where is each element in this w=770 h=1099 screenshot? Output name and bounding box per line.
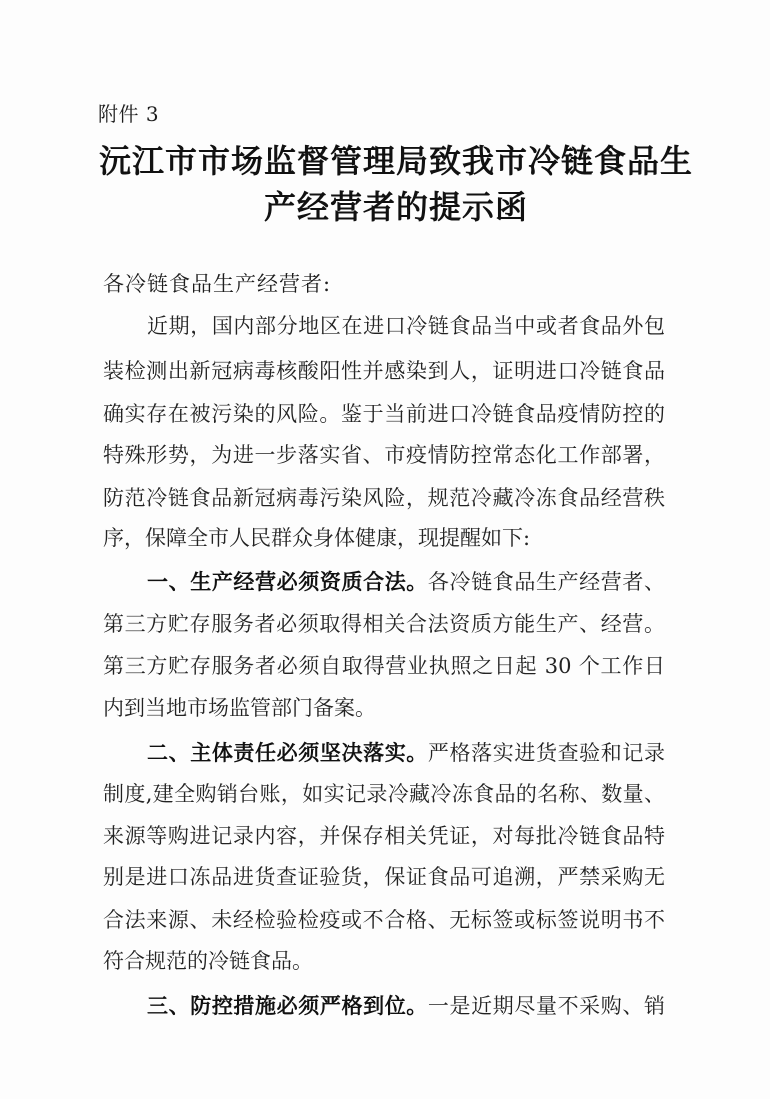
section-heading: 二、主体责任必须坚决落实。 [147, 741, 428, 765]
section-heading: 三、防控措施必须严格到位。 [147, 994, 428, 1018]
body-text-line [147, 310, 665, 340]
line-text: 符合规范的冷链食品。 [103, 949, 313, 973]
body-text-line [103, 355, 665, 385]
body-text-line [103, 482, 665, 512]
line-text: 合法来源、未经检验检疫或不合格、无标签或标签说明书不 [103, 908, 665, 932]
line-text: 一是近期尽量不采购、销 [427, 994, 666, 1018]
line-text: 来源等购进记录内容，并保存相关凭证，对每批冷链食品特 [103, 824, 665, 848]
body-text-line [103, 778, 665, 808]
line-text: 防范冷链食品新冠病毒污染风险，规范冷藏冷冻食品经营秩 [103, 486, 665, 510]
line-text: 确实存在被污染的风险。鉴于当前进口冷链食品疫情防控的 [103, 402, 665, 426]
document-title-line-1: 沅江市市场监督管理局致我市冷链食品生 [98, 142, 693, 180]
section-heading-line [147, 737, 665, 767]
body-text-line [103, 945, 665, 975]
body-text-line [103, 820, 665, 850]
body-text-line [103, 439, 665, 469]
line-text: 严格落实进货查验和记录 [427, 741, 666, 765]
document-title-line-2: 产经营者的提示函 [263, 188, 528, 226]
body-text-line [103, 608, 665, 638]
line-text: 第三方贮存服务者必须自取得营业执照之日起 30 个工作日 [103, 654, 665, 678]
salutation: 各冷链食品生产经营者: [103, 272, 332, 296]
line-text: 近期，国内部分地区在进口冷链食品当中或者食品外包 [147, 314, 665, 338]
section-heading-line [147, 990, 665, 1020]
section-heading: 一、生产经营必须资质合法。 [147, 570, 428, 594]
line-text: 各冷链食品生产经营者、 [427, 570, 666, 594]
line-text: 装检测出新冠病毒核酸阳性并感染到人，证明进口冷链食品 [103, 359, 665, 383]
line-text: 序，保障全市人民群众身体健康，现提醒如下: [103, 526, 531, 550]
line-text: 第三方贮存服务者必须取得相关合法资质方能生产、经营。 [103, 612, 665, 636]
body-text-line [103, 522, 665, 552]
line-text: 制度,建全购销台账，如实记录冷藏冷冻食品的名称、数量、 [103, 782, 665, 806]
body-text-line [103, 692, 665, 722]
body-text-line [103, 904, 665, 934]
body-text-line [103, 861, 665, 891]
line-text: 特殊形势，为进一步落实省、市疫情防控常态化工作部署， [103, 443, 665, 467]
line-text: 内到当地市场监管部门备案。 [103, 696, 376, 720]
attachment-label: 附件 3 [98, 102, 160, 126]
body-text-line [103, 398, 665, 428]
section-heading-line [147, 566, 665, 596]
body-text-line [103, 650, 665, 680]
line-text: 别是进口冻品进货查证验货，保证食品可追溯，严禁采购无 [103, 865, 665, 889]
